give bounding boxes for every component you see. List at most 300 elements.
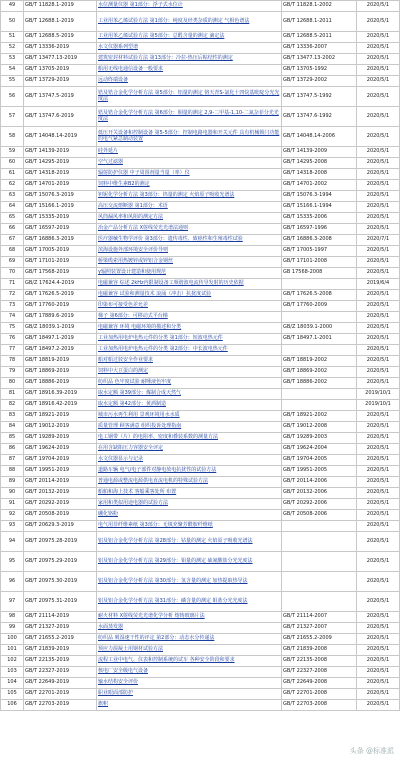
table-row [1,521,400,532]
table-row [1,667,400,678]
replaced-standard: GB/T 22135-2008 [282,656,357,667]
replaced-standard [282,521,357,532]
effective-date: 2020/5/1 [357,510,400,521]
standard-title-link[interactable]: 工业加热用电炉电热元件的分类 第2部分：中长波电热元件 [97,345,282,356]
table-row [1,389,400,400]
table-row [1,510,400,521]
row-number: 51 [1,32,24,43]
standard-code: GB/T 14139-2019 [24,147,97,158]
standard-title-link[interactable]: 核电厂安全级电气设备 [97,667,282,678]
replaced-standard: GB/T 14701-2002 [282,180,357,191]
replaced-standard: GB 17568-2008 [282,268,357,279]
table-row [1,444,400,455]
effective-date: 2020/5/1 [357,180,400,191]
standard-title-link[interactable]: 饲料中大豆蛋白的测定 [97,367,282,378]
standard-title-link[interactable]: 滨海设施外部环境安全评价导则 [97,246,282,257]
replaced-standard: GB/T 19289-2003 [282,433,357,444]
replaced-standard: GB/T 15335-2006 [282,213,357,224]
row-number: 101 [1,645,24,656]
standard-title-link[interactable]: 电磁兼容 试验和测量技术 浪涌（冲击）抗扰度试验 [97,290,282,301]
replaced-standard: GB/T 17101-2008 [282,257,357,268]
standard-title-link[interactable]: 耐火材料 X射线荧光光谱化学分析 熔铸玻璃片法 [97,612,282,623]
standard-code: GB/T 20132-2019 [24,488,97,499]
replaced-standard: GB/T 22701-2008 [282,689,357,700]
effective-date: 2020/5/1 [357,191,400,202]
row-number: 63 [1,191,24,202]
row-number: 66 [1,224,24,235]
standard-code: GB/T 18916.39-2019 [24,389,97,400]
row-number: 89 [1,477,24,488]
replaced-standard: GB/T 14139-2009 [282,147,357,158]
row-number: 100 [1,634,24,645]
effective-date: 2020/5/1 [357,411,400,422]
standard-code: GB/T 13336-2019 [24,43,97,54]
standard-title-link[interactable]: 水面蒸发器 [97,623,282,634]
standard-title-link[interactable]: 取水定额 第42部分：黄酒制造 [97,400,282,411]
row-number: 98 [1,612,24,623]
effective-date: 2020/5/1 [357,499,400,510]
row-number: 59 [1,147,24,158]
standard-title-link[interactable]: 冶金产品分析方法 X射线荧光光谱法通则 [97,224,282,235]
standard-code: GB/T 20975.31-2019 [24,592,97,612]
standard-code: GB/T 13729-2019 [24,76,97,87]
effective-date: 2020/5/1 [357,455,400,466]
row-number: 83 [1,411,24,422]
row-number: 68 [1,246,24,257]
standard-title-link[interactable]: 电气用非纤维素纸 第3部分：无填充聚芳酰胺纤维纸 [97,521,282,532]
standard-title-link[interactable]: 高压交流熔断器 第1部分：术语 [97,202,282,213]
standard-title-link[interactable]: 硼化铬粉 [97,510,282,521]
replaced-standard: GB/T 15076.3-1994 [282,191,357,202]
row-number: 80 [1,378,24,389]
standard-title-link[interactable]: 水位测量仪器 第1部分：浮子式水位计 [97,1,282,12]
row-number: 93 [1,521,24,532]
table-row [1,623,400,634]
standard-code: GB/T 22135-2019 [24,656,97,667]
replaced-standard: GB/T 13747.5-1992 [282,87,357,107]
table-row [1,367,400,378]
effective-date: 2020/5/1 [357,667,400,678]
table-row [1,433,400,444]
table-row [1,466,400,477]
standard-code: GB/T 20114-2019 [24,477,97,488]
replaced-standard [282,389,357,400]
effective-date: 2020/5/1 [357,378,400,389]
replaced-standard: GB/T 20114-2006 [282,477,357,488]
row-number: 62 [1,180,24,191]
replaced-standard: GB/T 18497.1-2001 [282,334,357,345]
replaced-standard: GB/T 15166.1-1994 [282,202,357,213]
table-row [1,411,400,422]
row-number: 74 [1,312,24,323]
standard-title-link[interactable]: 城市污水再生利用 景观环境用水水质 [97,411,282,422]
standard-title-link[interactable]: 铝及铝合金化学分析方法 第29部分：钼量的测定 硫氰酸盐分光光度法 [97,552,282,572]
table-row [1,191,400,202]
row-number: 56 [1,87,24,107]
row-number: 104 [1,678,24,689]
standard-code: GB/T 22703-2019 [24,700,97,711]
row-number: 87 [1,455,24,466]
effective-date: 2020/5/1 [357,678,400,689]
standard-title-link[interactable]: 纺织品 色牢度试验 耐唾液色牢度 [97,378,282,389]
table-row [1,268,400,279]
row-number: 77 [1,345,24,356]
standard-title-link[interactable]: 纺织品 吸湿速干性的评定 第2部分：动态水分传递法 [97,634,282,645]
table-row [1,43,400,54]
table-row [1,455,400,466]
row-number: 79 [1,367,24,378]
standard-code: GB/T 13747.6-2019 [24,107,97,127]
effective-date: 2020/5/1 [357,689,400,700]
standard-title-link[interactable]: 电工钢带（片）的电阻率、密度和叠装系数的测量方法 [97,433,282,444]
table-row [1,422,400,433]
standard-title-link[interactable]: 铝及铝合金化学分析方法 第30部分：氢含量的测定 加热提取热导法 [97,572,282,592]
standard-title-link[interactable]: 电磁兼容 环境 电磁环境的描述和分类 [97,323,282,334]
replaced-standard: GB/T 21327-2007 [282,623,357,634]
table-row [1,180,400,191]
standard-title-link[interactable]: 辐射防护仪器 中子周围剂量当量（率）仪 [97,169,282,180]
row-number: 91 [1,499,24,510]
standard-title-link[interactable]: 低压开关设备和控制设备 第5-5部分：控制电路电器和开关元件 具有机械锁闩功能的电气紧急制动装置 [97,127,282,147]
effective-date: 2020/5/1 [357,700,400,711]
table-row [1,689,400,700]
effective-date: 2020/5/1 [357,202,400,213]
row-number: 106 [1,700,24,711]
table-row [1,678,400,689]
standard-code: GB/T 16886.3-2019 [24,235,97,246]
standard-title-link[interactable]: 硅外延片 [97,147,282,158]
standard-code: GB/T 21839-2019 [24,645,97,656]
standard-title-link[interactable]: 旗帜 [97,700,282,711]
effective-date: 2020/5/1 [357,301,400,312]
effective-date: 2020/5/1 [357,147,400,158]
row-number: 58 [1,127,24,147]
replaced-standard: GB/T 13747.6-1992 [282,107,357,127]
standard-code: GB/T 21327-2019 [24,623,97,634]
standard-code: GB/T 14318-2019 [24,169,97,180]
replaced-standard: GB/T 22649-2008 [282,678,357,689]
standard-title-link[interactable]: 建筑密封材料试验方法 第13部分：冷拉-热压后粘结性的测定 [97,54,282,65]
standard-title-link[interactable]: 工业用苯乙烯试验方法 第1部分：纯度及烃类杂质的测定 气相色谱法 [97,12,282,32]
standard-title-link[interactable]: 输水结构安全评价 [97,678,282,689]
standard-title-link[interactable]: 在用含缺陷压力容器安全评定 [97,444,282,455]
standard-code: GB/T 12688.5-2019 [24,32,97,43]
table-row [1,76,400,87]
row-number: 64 [1,202,24,213]
effective-date: 2020/5/1 [357,107,400,127]
standard-title-link[interactable]: 水文仪器显示与记录 [97,455,282,466]
row-number: 65 [1,213,24,224]
standard-title-link[interactable]: 印染布可接受色差允差 [97,301,282,312]
replaced-standard [282,532,357,552]
replaced-standard: GB/T 20292-2006 [282,499,357,510]
standard-code: GB/T 22649-2019 [24,678,97,689]
effective-date: 2020/5/1 [357,521,400,532]
effective-date: 2020/5/1 [357,54,400,65]
replaced-standard: GB/T 17626.5-2008 [282,290,357,301]
effective-date: 2020/5/1 [357,290,400,301]
row-number: 96 [1,572,24,592]
row-number: 94 [1,532,24,552]
effective-date: 2020/5/1 [357,87,400,107]
standard-title-link[interactable]: 远动终端设备 [97,76,282,87]
effective-date: 2020/5/1 [357,246,400,257]
standard-code: GB/T 20629.3-2019 [24,521,97,532]
standard-title-link[interactable]: 医疗器械生物学评价 第3部分：遗传毒性、致癌性和生殖毒性试验 [97,235,282,246]
standard-code: GB/T 12688.1-2019 [24,12,97,32]
standard-code: GB/T 21655.2-2019 [24,634,97,645]
replaced-standard: GB/T 19012-2008 [282,422,357,433]
table-row [1,477,400,488]
standard-title-link[interactable]: 流程工业中电气、仪表和控制系统的试车 各种安全阶段和要求 [97,656,282,667]
row-number: 60 [1,158,24,169]
replaced-standard: GB/T 21114-2007 [282,612,357,623]
effective-date: 2020/5/1 [357,268,400,279]
standard-code: GB/T 19289-2019 [24,433,97,444]
table-row [1,572,400,592]
table-row [1,158,400,169]
standard-title-link[interactable]: 风筒漏风率和风阻的测定方法 [97,213,282,224]
effective-date: 2020/5/1 [357,466,400,477]
row-number: 52 [1,43,24,54]
standard-title-link[interactable]: γ辐照装置设计建造和使用规范 [97,268,282,279]
row-number: 73 [1,301,24,312]
row-number: 90 [1,488,24,499]
standard-title-link[interactable]: 铝及铝合金化学分析方法 第28部分：钴量的测定 火焰原子吸收光谱法 [97,532,282,552]
table-row [1,65,400,76]
effective-date: 2020/5/1 [357,422,400,433]
standard-code: GB/Z 17624.4-2019 [24,279,97,290]
effective-date: 2020/5/1 [357,169,400,180]
standard-code: GB/T 22327-2019 [24,667,97,678]
row-number: 75 [1,323,24,334]
table-row [1,592,400,612]
standard-title-link[interactable]: 锆及锆合金化学分析方法 第6部分：铜量的测定 2,9-二甲基-1,10-二氮杂菲分光光度法 [97,107,282,127]
standard-code: GB/T 17101-2019 [24,257,97,268]
standard-code: GB/T 13747.5-2019 [24,87,97,107]
standard-title-link[interactable]: 船对船过驳安全作业要求 [97,356,282,367]
standard-title-link[interactable]: 铝及铝合金化学分析方法 第31部分：磷含量的测定 钼蓝分光光度法 [97,592,282,612]
replaced-standard: GB/T 22703-2008 [282,700,357,711]
effective-date: 2020/5/1 [357,76,400,87]
standard-code: GB/T 13477.13-2019 [24,54,97,65]
table-row [1,246,400,257]
effective-date: 2020/5/1 [357,12,400,32]
row-number: 69 [1,257,24,268]
standard-title-link[interactable]: 船舶和海上技术 客船乘客处所 布置 [97,488,282,499]
standard-code: GB/T 17760-2019 [24,301,97,312]
row-number: 82 [1,400,24,411]
standard-title-link[interactable]: 预应力混凝土用钢材试验方法 [97,645,282,656]
table-row [1,345,400,356]
table-row [1,224,400,235]
effective-date: 2020/5/1 [357,158,400,169]
table-row [1,334,400,345]
standard-code: GB/T 19951-2019 [24,466,97,477]
row-number: 54 [1,65,24,76]
standard-title-link[interactable]: 家用和类似用途电器的试验方法 [97,499,282,510]
standard-title-link[interactable]: 道路车辆 电气/电子部件对静电放电抗扰性的试验方法 [97,466,282,477]
table-row [1,257,400,268]
effective-date: 2020/5/1 [357,592,400,612]
standard-code: GB/T 20508-2019 [24,510,97,521]
replaced-standard: GB/T 19704-2005 [282,455,357,466]
replaced-standard [282,312,357,323]
effective-date: 2019/10/1 [357,400,400,411]
effective-date: 2020/5/1 [357,323,400,334]
replaced-standard: GB/T 22327-2008 [282,667,357,678]
standard-title-link[interactable]: 船用无线电通信设备一般要求 [97,65,282,76]
standard-code: GB/T 17889.6-2019 [24,312,97,323]
row-number: 103 [1,667,24,678]
standard-code: GB/T 19704-2019 [24,455,97,466]
replaced-standard: GB/T 12688.5-2011 [282,32,357,43]
replaced-standard: GB/T 18886-2002 [282,378,357,389]
standard-title-link[interactable]: 普通电源或整流电源供电直流电机的特殊试验方法 [97,477,282,488]
replaced-standard: GB/T 21655.2-2009 [282,634,357,645]
row-number: 99 [1,623,24,634]
table-row [1,499,400,510]
table-row [1,612,400,623]
standard-code: GB/T 14295-2019 [24,158,97,169]
effective-date: 2020/5/1 [357,433,400,444]
effective-date: 2020/5/1 [357,257,400,268]
standard-title-link[interactable]: 饲料中维生素B2的测定 [97,180,282,191]
row-number: 72 [1,290,24,301]
row-number: 61 [1,169,24,180]
replaced-standard: GB/T 16597-1996 [282,224,357,235]
replaced-standard: GB/T 16886.3-2008 [282,235,357,246]
standard-code: GB/T 18819-2019 [24,356,97,367]
row-number: 84 [1,422,24,433]
replaced-standard: GB/T 21839-2008 [282,645,357,656]
row-number: 78 [1,356,24,367]
standard-title-link[interactable]: 桥梁缆索用热镀锌或锌铝合金钢丝 [97,257,282,268]
effective-date: 2020/7/1 [357,235,400,246]
replaced-standard: GB/T 13336-2007 [282,43,357,54]
replaced-standard: GB/T 19624-2004 [282,444,357,455]
table-row [1,323,400,334]
row-number: 102 [1,656,24,667]
standard-title-link[interactable]: 空气过滤器 [97,158,282,169]
effective-date: 2020/5/1 [357,645,400,656]
standard-code: GB/T 20975.29-2019 [24,552,97,572]
table-row [1,54,400,65]
standard-code: GB/T 20975.28-2019 [24,532,97,552]
replaced-standard: GB/T 18921-2002 [282,411,357,422]
row-number: 95 [1,552,24,572]
replaced-standard: GB/T 19951-2005 [282,466,357,477]
table-row [1,552,400,572]
table-row [1,378,400,389]
effective-date: 2020/5/1 [357,623,400,634]
standard-code: GB/T 17005-2019 [24,246,97,257]
standard-title-link[interactable]: 锆及锆合金化学分析方法 第5部分：铝量的测定 铬天青S-氯化十四烷基吡啶分光光度法 [97,87,282,107]
table-row [1,634,400,645]
standard-code: GB/T 20975.30-2019 [24,572,97,592]
effective-date: 2020/5/1 [357,65,400,76]
standard-title-link[interactable]: 质量管理 顾客满意 组织投诉处理指南 [97,422,282,433]
table-row [1,107,400,127]
standard-title-link[interactable]: 职业眼面部防护 [97,689,282,700]
table-row [1,87,400,107]
effective-date: 2020/5/1 [357,477,400,488]
table-row [1,213,400,224]
row-number: 105 [1,689,24,700]
standard-code: GB/T 20292-2019 [24,499,97,510]
effective-date: 2020/5/1 [357,334,400,345]
standard-title-link[interactable]: 水文仪器系列型谱 [97,43,282,54]
table-row [1,147,400,158]
replaced-standard [282,400,357,411]
effective-date: 2020/5/1 [357,32,400,43]
replaced-standard: GB/T 13477.13-2002 [282,54,357,65]
table-row [1,127,400,147]
effective-date: 2020/5/1 [357,213,400,224]
effective-date: 2020/5/1 [357,312,400,323]
replaced-standard [282,592,357,612]
standard-code: GB/T 13705-2019 [24,65,97,76]
standard-title-link[interactable]: 工业用苯乙烯试验方法 第5部分：总醛含量的测定 滴定法 [97,32,282,43]
standard-title-link[interactable]: 取水定额 第39部分：煤制合成天然气 [97,389,282,400]
table-row [1,532,400,552]
row-number: 86 [1,444,24,455]
replaced-standard: GB/T 20132-2006 [282,488,357,499]
table-row [1,279,400,290]
effective-date: 2020/5/1 [357,345,400,356]
standard-code: GB/T 18916.42-2019 [24,400,97,411]
standard-code: GB/T 18497.1-2019 [24,334,97,345]
standard-title-link[interactable]: 钽铌化学分析方法 第3部分：钨量的测定 火焰原子吸收光谱法 [97,191,282,202]
table-row [1,12,400,32]
effective-date: 2020/5/1 [357,634,400,645]
row-number: 53 [1,54,24,65]
replaced-standard: GB/T 13729-2002 [282,76,357,87]
effective-date: 2020/5/1 [357,43,400,54]
row-number: 57 [1,107,24,127]
standard-code: GB/T 22701-2019 [24,689,97,700]
standard-code: GB/T 18886-2019 [24,378,97,389]
table-row [1,169,400,180]
replaced-standard: GB/Z 18039.1-2000 [282,323,357,334]
standard-title-link[interactable]: 电磁兼容 综述 2kHz内限制设备工频谐波电流传导发射的历史依据 [97,279,282,290]
effective-date: 2020/5/1 [357,356,400,367]
table-row [1,312,400,323]
row-number: 81 [1,389,24,400]
standard-code: GB/T 17568-2019 [24,268,97,279]
standard-code: GB/T 11828.1-2019 [24,1,97,12]
row-number: 85 [1,433,24,444]
standard-code: GB/T 18497.2-2019 [24,345,97,356]
standard-code: GB/Z 18039.1-2019 [24,323,97,334]
effective-date: 2020/5/1 [357,367,400,378]
standard-code: GB/T 17626.5-2019 [24,290,97,301]
replaced-standard [282,345,357,356]
replaced-standard [282,552,357,572]
row-number: 70 [1,268,24,279]
replaced-standard: GB/T 17760-2009 [282,301,357,312]
standard-title-link[interactable]: 工业加热用电炉电热元件的分类 第1部分：短波电热元件 [97,334,282,345]
table-row [1,700,400,711]
replaced-standard: GB/T 20508-2006 [282,510,357,521]
table-row [1,645,400,656]
row-number: 49 [1,1,24,12]
effective-date: 2020/5/1 [357,488,400,499]
standard-code: GB/T 15076.3-2019 [24,191,97,202]
row-number: 76 [1,334,24,345]
standard-code: GB/T 19624-2019 [24,444,97,455]
standard-title-link[interactable]: 梯子 第6部分：可移动式平台梯 [97,312,282,323]
